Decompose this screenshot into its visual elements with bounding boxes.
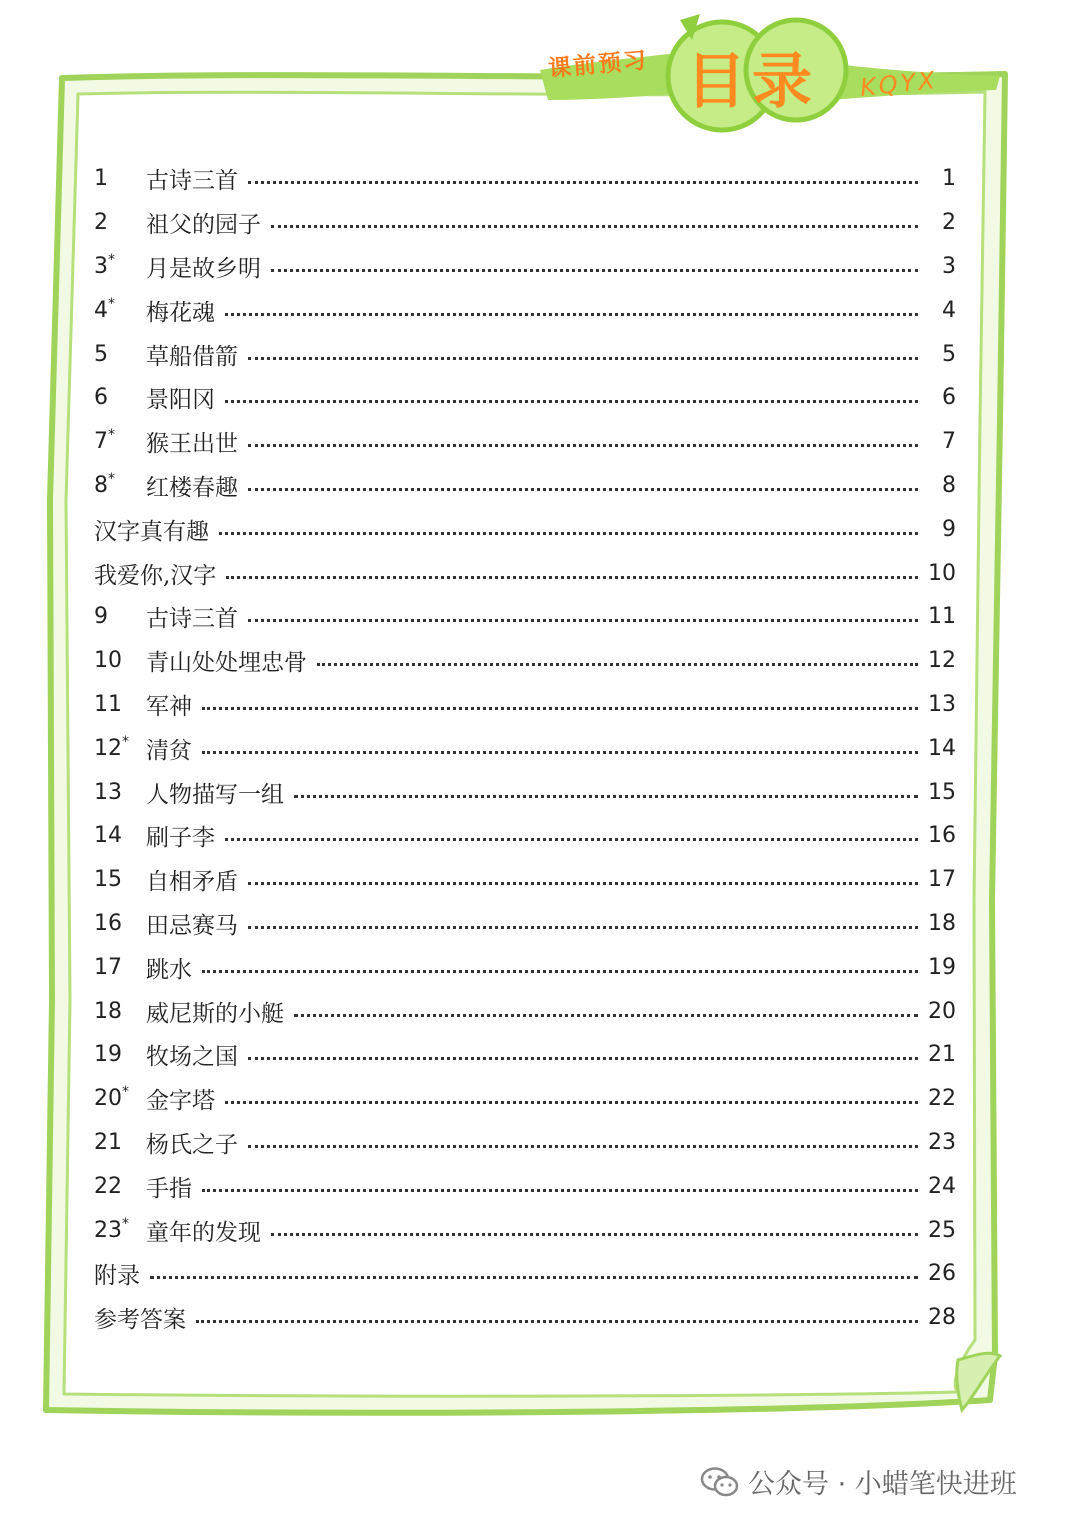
lesson-title: 我爱你,汉字: [94, 562, 217, 589]
lesson-title: 自相矛盾: [146, 869, 238, 896]
lesson-number: 4*: [94, 295, 115, 323]
toc-row: [94, 1208, 956, 1252]
page-number: 17: [928, 867, 956, 893]
lesson-number: 21: [94, 1129, 122, 1155]
lesson-number: 8*: [94, 470, 115, 498]
toc-row: [94, 1164, 956, 1208]
page-number: 10: [928, 560, 956, 586]
lesson-title: 汉字真有趣: [94, 518, 209, 545]
lesson-title: 青山处处埋忠骨: [146, 650, 307, 677]
footer-text: 公众号 · 小蜡笔快进班: [748, 1469, 1017, 1500]
lesson-title: 威尼斯的小艇: [146, 1000, 284, 1027]
optional-star: *: [108, 251, 115, 268]
page-number: 25: [928, 1217, 956, 1243]
dot-leader: [294, 1014, 918, 1017]
lesson-title: 梅花魂: [146, 299, 215, 326]
toc-row: [94, 507, 956, 551]
lesson-title: 红楼春趣: [146, 474, 238, 501]
lesson-title: 附录: [94, 1263, 140, 1290]
page-number: 8: [942, 472, 956, 498]
lesson-number: 22: [94, 1173, 122, 1199]
toc-row: [94, 858, 956, 902]
optional-star: *: [108, 427, 115, 444]
dot-leader: [226, 576, 918, 579]
toc-row: [94, 201, 956, 245]
lesson-number: 6: [94, 385, 108, 411]
page-number: 23: [928, 1129, 956, 1155]
toc-row: [94, 683, 956, 727]
optional-star: *: [122, 1084, 129, 1101]
header-subtitle: 课前预习: [547, 47, 650, 83]
toc-row: [94, 989, 956, 1033]
lesson-title: 刷子李: [146, 825, 215, 852]
page-number: 11: [928, 604, 956, 630]
dot-leader: [248, 1145, 918, 1148]
toc-row: [94, 376, 956, 420]
page-number: 9: [942, 516, 956, 542]
dot-leader: [202, 1189, 918, 1192]
toc-row: [94, 1121, 956, 1165]
toc-row: [94, 595, 956, 639]
lesson-title: 杨氏之子: [146, 1131, 238, 1158]
lesson-title: 清贫: [146, 737, 192, 764]
lesson-number: 19: [94, 1042, 122, 1068]
lesson-number: 16: [94, 910, 122, 936]
toc-row: [94, 245, 956, 289]
dot-leader: [271, 1233, 918, 1236]
header-code: KQYX: [858, 66, 939, 102]
lesson-number: 20*: [94, 1084, 129, 1112]
dot-leader: [248, 1057, 918, 1060]
dot-leader: [271, 269, 918, 272]
toc-row: [94, 770, 956, 814]
toc-row: [94, 726, 956, 770]
lesson-title: 金字塔: [146, 1088, 215, 1115]
page-number: 15: [928, 779, 956, 805]
dot-leader: [317, 663, 918, 666]
page-number: 21: [928, 1042, 956, 1068]
dot-leader: [294, 795, 918, 798]
lesson-title: 祖父的园子: [146, 212, 261, 239]
toc-row: [94, 157, 956, 201]
dot-leader: [248, 619, 918, 622]
lesson-title: 童年的发现: [146, 1219, 261, 1246]
dot-leader: [202, 751, 918, 754]
lesson-title: 月是故乡明: [146, 255, 261, 282]
lesson-number: 15: [94, 867, 122, 893]
dot-leader: [202, 707, 918, 710]
page-number: 3: [942, 253, 956, 279]
dot-leader: [219, 532, 918, 535]
lesson-title: 人物描写一组: [146, 781, 284, 808]
optional-star: *: [122, 1215, 129, 1232]
lesson-number: 9: [94, 604, 108, 630]
dot-leader: [248, 357, 918, 360]
dot-leader: [248, 882, 918, 885]
lesson-title: 跳水: [146, 956, 192, 983]
lesson-number: 18: [94, 998, 122, 1024]
page-number: 24: [928, 1173, 956, 1199]
footer: [700, 1462, 1017, 1501]
lesson-number: 3*: [94, 251, 115, 279]
dot-leader: [150, 1276, 918, 1279]
toc-row: [94, 332, 956, 376]
lesson-title: 手指: [146, 1175, 192, 1202]
page-number: 28: [928, 1305, 956, 1331]
page-number: 5: [942, 341, 956, 367]
dot-leader: [248, 926, 918, 929]
lesson-number: 1: [94, 166, 108, 192]
page-number: 1: [942, 166, 956, 192]
lesson-title: 参考答案: [94, 1307, 186, 1334]
lesson-number: 2: [94, 210, 108, 236]
page-number: 22: [928, 1086, 956, 1112]
page-number: 14: [928, 735, 956, 761]
lesson-number: 7*: [94, 427, 115, 455]
dot-leader: [225, 838, 918, 841]
page-number: 2: [942, 210, 956, 236]
dot-leader: [248, 181, 918, 184]
dot-leader: [271, 225, 918, 228]
toc-row: [94, 1077, 956, 1121]
lesson-title: 田忌赛马: [146, 912, 238, 939]
toc-row: [94, 902, 956, 946]
page-number: 20: [928, 998, 956, 1024]
dot-leader: [225, 1101, 918, 1104]
lesson-title: 草船借箭: [146, 343, 238, 370]
lesson-number: 13: [94, 779, 122, 805]
page-number: 4: [942, 297, 956, 323]
lesson-title: 猴王出世: [146, 431, 238, 458]
page-number: 19: [928, 954, 956, 980]
lesson-number: 23*: [94, 1215, 129, 1243]
dot-leader: [202, 970, 918, 973]
lesson-number: 12*: [94, 733, 129, 761]
lesson-number: 14: [94, 823, 122, 849]
page-number: 7: [942, 429, 956, 455]
toc-row: [94, 945, 956, 989]
wechat-icon: [700, 1466, 740, 1498]
page-number: 26: [928, 1261, 956, 1287]
dot-leader: [225, 400, 918, 403]
toc-row: [94, 1033, 956, 1077]
lesson-title: 古诗三首: [146, 606, 238, 633]
dot-leader: [248, 488, 918, 491]
toc-row: [94, 551, 956, 595]
toc-row: [94, 464, 956, 508]
toc-row: [94, 814, 956, 858]
page-number: 12: [928, 648, 956, 674]
lesson-number: 10: [94, 648, 122, 674]
lesson-title: 牧场之国: [146, 1044, 238, 1071]
lesson-title: 景阳冈: [146, 387, 215, 414]
table-of-contents: [94, 157, 956, 1340]
page-number: 6: [942, 385, 956, 411]
optional-star: *: [108, 470, 115, 487]
page-number: 18: [928, 910, 956, 936]
toc-row: [94, 288, 956, 332]
lesson-number: 17: [94, 954, 122, 980]
lesson-title: 军神: [146, 693, 192, 720]
optional-star: *: [108, 295, 115, 312]
toc-row: [94, 1252, 956, 1296]
page-number: 13: [928, 691, 956, 717]
optional-star: *: [122, 733, 129, 750]
page-number: 16: [928, 823, 956, 849]
dot-leader: [248, 444, 918, 447]
toc-row: [94, 639, 956, 683]
toc-row: [94, 1296, 956, 1340]
dot-leader: [225, 313, 918, 316]
header-title: 目录: [686, 47, 818, 117]
dot-leader: [196, 1320, 918, 1323]
toc-row: [94, 420, 956, 464]
lesson-title: 古诗三首: [146, 168, 238, 195]
lesson-number: 11: [94, 691, 122, 717]
lesson-number: 5: [94, 341, 108, 367]
